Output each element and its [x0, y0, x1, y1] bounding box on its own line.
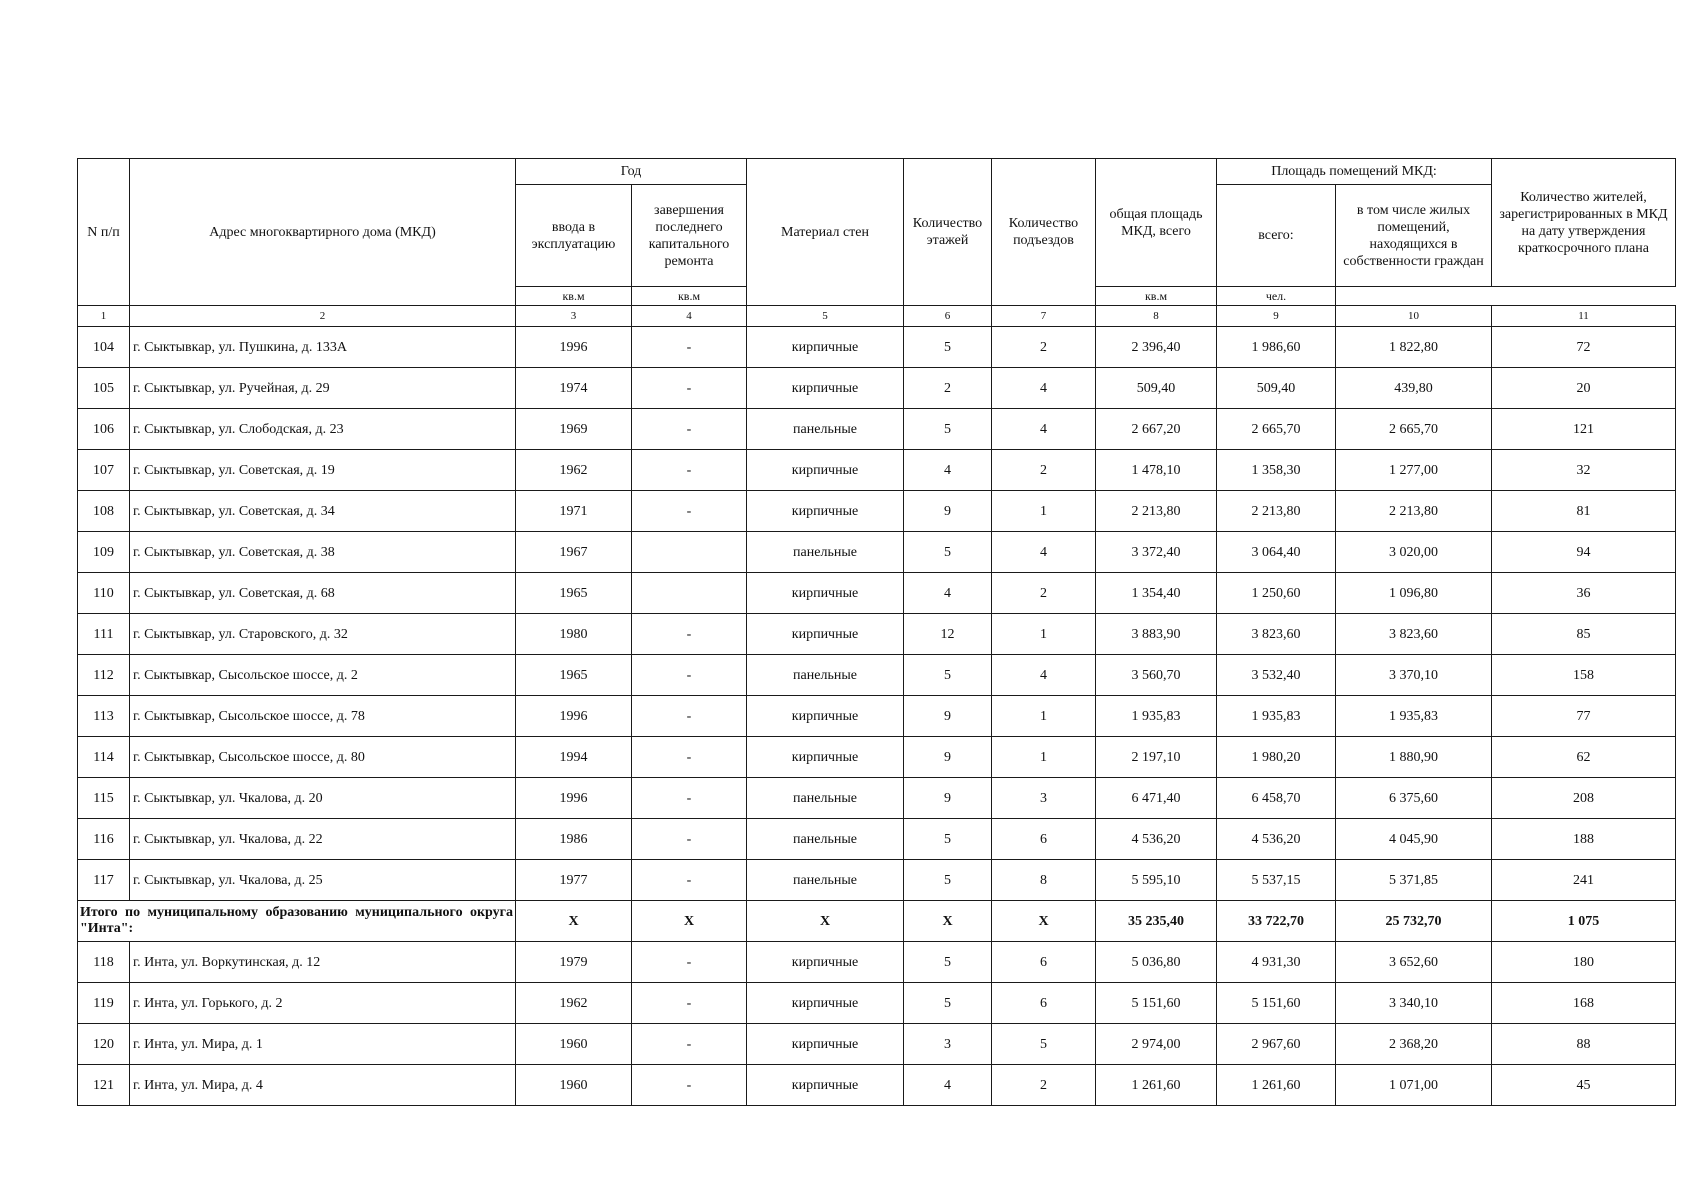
total-area-cell: 3 560,70: [1096, 655, 1217, 696]
year-repair-cell: -: [632, 860, 747, 901]
year-repair-cell: -: [632, 614, 747, 655]
column-number-row: [78, 306, 1676, 327]
area-residential-cell: 439,80: [1336, 368, 1492, 409]
wall-material-cell: кирпичные: [747, 696, 904, 737]
area-residential-cell: 1 096,80: [1336, 573, 1492, 614]
total-label: Итого по муниципальному образованию муниципального округа "Инта":: [78, 901, 516, 942]
year-repair-cell: -: [632, 1065, 747, 1106]
entrances-cell: 2: [992, 1065, 1096, 1106]
area-all-cell: 1 358,30: [1217, 450, 1336, 491]
entrances-cell: 2: [992, 573, 1096, 614]
row-number-cell: 106: [78, 409, 130, 450]
header-floors: Количество этажей: [904, 159, 992, 306]
year-repair-cell: -: [632, 778, 747, 819]
area-residential-cell: 1 071,00: [1336, 1065, 1492, 1106]
residents-cell: 208: [1492, 778, 1676, 819]
header-year-commission: ввода в эксплуатацию: [516, 185, 632, 287]
header-year-repair: завершения последнего капитального ремонта: [632, 185, 747, 287]
unit-area-residential: кв.м: [1096, 287, 1217, 306]
table-row: [78, 1065, 1676, 1106]
header-entrances: Количество подъездов: [992, 159, 1096, 306]
total-area-cell: 1 261,60: [1096, 1065, 1217, 1106]
address-cell: г. Сыктывкар, Сысольское шоссе, д. 80: [130, 737, 516, 778]
row-number-cell: 117: [78, 860, 130, 901]
table-row: [78, 983, 1676, 1024]
year-commission-cell: 1974: [516, 368, 632, 409]
residents-cell: 62: [1492, 737, 1676, 778]
year-commission-cell: 1979: [516, 942, 632, 983]
unit-area-all: кв.м: [632, 287, 747, 306]
area-residential-cell: 3 020,00: [1336, 532, 1492, 573]
floors-cell: 5: [904, 655, 992, 696]
table-row: [78, 409, 1676, 450]
total-cell: X: [992, 901, 1096, 942]
table-row: [78, 327, 1676, 368]
column-number: 4: [632, 306, 747, 327]
residents-cell: 121: [1492, 409, 1676, 450]
column-number: 3: [516, 306, 632, 327]
entrances-cell: 6: [992, 819, 1096, 860]
table-row: [78, 655, 1676, 696]
floors-cell: 5: [904, 409, 992, 450]
address-cell: г. Инта, ул. Мира, д. 1: [130, 1024, 516, 1065]
wall-material-cell: кирпичные: [747, 368, 904, 409]
row-number-cell: 108: [78, 491, 130, 532]
row-number-cell: 104: [78, 327, 130, 368]
year-commission-cell: 1965: [516, 655, 632, 696]
floors-cell: 4: [904, 573, 992, 614]
header-num: N п/п: [78, 159, 130, 306]
wall-material-cell: кирпичные: [747, 1065, 904, 1106]
wall-material-cell: кирпичные: [747, 737, 904, 778]
table-header: [78, 159, 1676, 327]
entrances-cell: 4: [992, 655, 1096, 696]
header-area-group: Площадь помещений МКД:: [1217, 159, 1492, 185]
row-number-cell: 109: [78, 532, 130, 573]
column-number: 2: [130, 306, 516, 327]
address-cell: г. Сыктывкар, Сысольское шоссе, д. 2: [130, 655, 516, 696]
total-area-cell: 2 974,00: [1096, 1024, 1217, 1065]
table-row: [78, 450, 1676, 491]
area-all-cell: 2 967,60: [1217, 1024, 1336, 1065]
area-residential-cell: 3 340,10: [1336, 983, 1492, 1024]
address-cell: г. Сыктывкар, ул. Слободская, д. 23: [130, 409, 516, 450]
wall-material-cell: панельные: [747, 778, 904, 819]
wall-material-cell: панельные: [747, 532, 904, 573]
entrances-cell: 4: [992, 532, 1096, 573]
year-repair-cell: [632, 532, 747, 573]
table-row: [78, 819, 1676, 860]
entrances-cell: 4: [992, 409, 1096, 450]
total-area-cell: 1 935,83: [1096, 696, 1217, 737]
floors-cell: 5: [904, 819, 992, 860]
total-area-cell: 2 197,10: [1096, 737, 1217, 778]
floors-cell: 12: [904, 614, 992, 655]
total-area-cell: 509,40: [1096, 368, 1217, 409]
entrances-cell: 4: [992, 368, 1096, 409]
total-section: [78, 901, 1676, 942]
row-number-cell: 116: [78, 819, 130, 860]
year-commission-cell: 1977: [516, 860, 632, 901]
entrances-cell: 1: [992, 614, 1096, 655]
address-cell: г. Сыктывкар, ул. Пушкина, д. 133А: [130, 327, 516, 368]
area-all-cell: 509,40: [1217, 368, 1336, 409]
address-cell: г. Инта, ул. Горького, д. 2: [130, 983, 516, 1024]
total-area-cell: 2 667,20: [1096, 409, 1217, 450]
residents-cell: 36: [1492, 573, 1676, 614]
floors-cell: 4: [904, 450, 992, 491]
column-number: 9: [1217, 306, 1336, 327]
area-residential-cell: 1 822,80: [1336, 327, 1492, 368]
header-residents: Количество жителей, зарегистрированных в МКД на дату утверждения краткосрочного плана: [1492, 159, 1676, 287]
entrances-cell: 1: [992, 696, 1096, 737]
total-area-cell: 5 036,80: [1096, 942, 1217, 983]
address-cell: г. Сыктывкар, ул. Ручейная, д. 29: [130, 368, 516, 409]
total-area-cell: 2 396,40: [1096, 327, 1217, 368]
total-area-cell: 2 213,80: [1096, 491, 1217, 532]
row-number-cell: 118: [78, 942, 130, 983]
area-all-cell: 1 986,60: [1217, 327, 1336, 368]
table-row: [78, 942, 1676, 983]
column-number: 6: [904, 306, 992, 327]
residents-cell: 81: [1492, 491, 1676, 532]
total-cell: 35 235,40: [1096, 901, 1217, 942]
year-repair-cell: -: [632, 696, 747, 737]
residents-cell: 85: [1492, 614, 1676, 655]
area-all-cell: 6 458,70: [1217, 778, 1336, 819]
wall-material-cell: кирпичные: [747, 614, 904, 655]
address-cell: г. Сыктывкар, ул. Старовского, д. 32: [130, 614, 516, 655]
rows-inta: [78, 942, 1676, 1106]
column-number: 5: [747, 306, 904, 327]
entrances-cell: 6: [992, 942, 1096, 983]
total-cell: X: [747, 901, 904, 942]
year-repair-cell: -: [632, 368, 747, 409]
area-residential-cell: 1 277,00: [1336, 450, 1492, 491]
year-repair-cell: -: [632, 819, 747, 860]
year-repair-cell: -: [632, 737, 747, 778]
floors-cell: 5: [904, 942, 992, 983]
floors-cell: 9: [904, 737, 992, 778]
entrances-cell: 3: [992, 778, 1096, 819]
year-commission-cell: 1994: [516, 737, 632, 778]
address-cell: г. Сыктывкар, ул. Чкалова, д. 20: [130, 778, 516, 819]
area-all-cell: 1 935,83: [1217, 696, 1336, 737]
table-row: [78, 1024, 1676, 1065]
residents-cell: 88: [1492, 1024, 1676, 1065]
area-residential-cell: 3 823,60: [1336, 614, 1492, 655]
address-cell: г. Сыктывкар, ул. Чкалова, д. 25: [130, 860, 516, 901]
residents-cell: 94: [1492, 532, 1676, 573]
residents-cell: 20: [1492, 368, 1676, 409]
wall-material-cell: панельные: [747, 819, 904, 860]
residents-cell: 180: [1492, 942, 1676, 983]
year-commission-cell: 1986: [516, 819, 632, 860]
entrances-cell: 2: [992, 450, 1096, 491]
total-area-cell: 1 478,10: [1096, 450, 1217, 491]
address-cell: г. Сыктывкар, ул. Чкалова, д. 22: [130, 819, 516, 860]
row-number-cell: 113: [78, 696, 130, 737]
unit-total-area: кв.м: [516, 287, 632, 306]
wall-material-cell: кирпичные: [747, 450, 904, 491]
total-row: [78, 901, 1676, 942]
column-number: 10: [1336, 306, 1492, 327]
table-row: [78, 778, 1676, 819]
wall-material-cell: кирпичные: [747, 1024, 904, 1065]
table-row: [78, 491, 1676, 532]
residents-cell: 32: [1492, 450, 1676, 491]
unit-residents: чел.: [1217, 287, 1336, 306]
column-number: 7: [992, 306, 1096, 327]
area-residential-cell: 4 045,90: [1336, 819, 1492, 860]
address-cell: г. Инта, ул. Мира, д. 4: [130, 1065, 516, 1106]
column-number: 8: [1096, 306, 1217, 327]
entrances-cell: 5: [992, 1024, 1096, 1065]
year-repair-cell: -: [632, 655, 747, 696]
area-residential-cell: 1 880,90: [1336, 737, 1492, 778]
total-cell: 33 722,70: [1217, 901, 1336, 942]
address-cell: г. Сыктывкар, ул. Советская, д. 19: [130, 450, 516, 491]
total-area-cell: 1 354,40: [1096, 573, 1217, 614]
year-commission-cell: 1980: [516, 614, 632, 655]
floors-cell: 5: [904, 983, 992, 1024]
residents-cell: 168: [1492, 983, 1676, 1024]
residents-cell: 77: [1492, 696, 1676, 737]
row-number-cell: 115: [78, 778, 130, 819]
year-commission-cell: 1971: [516, 491, 632, 532]
row-number-cell: 114: [78, 737, 130, 778]
year-repair-cell: -: [632, 942, 747, 983]
floors-cell: 5: [904, 327, 992, 368]
area-all-cell: 3 064,40: [1217, 532, 1336, 573]
total-area-cell: 5 151,60: [1096, 983, 1217, 1024]
floors-cell: 5: [904, 860, 992, 901]
year-commission-cell: 1962: [516, 450, 632, 491]
year-commission-cell: 1969: [516, 409, 632, 450]
wall-material-cell: панельные: [747, 409, 904, 450]
wall-material-cell: кирпичные: [747, 983, 904, 1024]
year-commission-cell: 1967: [516, 532, 632, 573]
year-commission-cell: 1996: [516, 696, 632, 737]
rows-syktyvkar: [78, 327, 1676, 901]
area-residential-cell: 5 371,85: [1336, 860, 1492, 901]
entrances-cell: 6: [992, 983, 1096, 1024]
total-area-cell: 4 536,20: [1096, 819, 1217, 860]
area-residential-cell: 2 665,70: [1336, 409, 1492, 450]
area-all-cell: 5 151,60: [1217, 983, 1336, 1024]
column-number: 1: [78, 306, 130, 327]
address-cell: г. Инта, ул. Воркутинская, д. 12: [130, 942, 516, 983]
total-cell: X: [632, 901, 747, 942]
row-number-cell: 105: [78, 368, 130, 409]
wall-material-cell: кирпичные: [747, 327, 904, 368]
total-area-cell: 5 595,10: [1096, 860, 1217, 901]
table-row: [78, 696, 1676, 737]
area-all-cell: 3 823,60: [1217, 614, 1336, 655]
floors-cell: 4: [904, 1065, 992, 1106]
year-commission-cell: 1996: [516, 778, 632, 819]
total-cell: X: [904, 901, 992, 942]
row-number-cell: 112: [78, 655, 130, 696]
header-area-all: всего:: [1217, 185, 1336, 287]
address-cell: г. Сыктывкар, ул. Советская, д. 38: [130, 532, 516, 573]
area-residential-cell: 3 370,10: [1336, 655, 1492, 696]
floors-cell: 5: [904, 532, 992, 573]
header-area-residential: в том числе жилых помещений, находящихся в собственности граждан: [1336, 185, 1492, 287]
table-row: [78, 737, 1676, 778]
residents-cell: 241: [1492, 860, 1676, 901]
address-cell: г. Сыктывкар, Сысольское шоссе, д. 78: [130, 696, 516, 737]
wall-material-cell: панельные: [747, 860, 904, 901]
total-cell: 1 075: [1492, 901, 1676, 942]
entrances-cell: 1: [992, 737, 1096, 778]
entrances-cell: 2: [992, 327, 1096, 368]
wall-material-cell: панельные: [747, 655, 904, 696]
year-repair-cell: -: [632, 983, 747, 1024]
area-all-cell: 4 536,20: [1217, 819, 1336, 860]
wall-material-cell: кирпичные: [747, 573, 904, 614]
header-total-area: общая площадь МКД, всего: [1096, 159, 1217, 287]
year-repair-cell: -: [632, 409, 747, 450]
year-repair-cell: -: [632, 327, 747, 368]
total-cell: 25 732,70: [1336, 901, 1492, 942]
header-year-group: Год: [516, 159, 747, 185]
table-row: [78, 532, 1676, 573]
year-repair-cell: -: [632, 1024, 747, 1065]
area-residential-cell: 2 213,80: [1336, 491, 1492, 532]
address-cell: г. Сыктывкар, ул. Советская, д. 68: [130, 573, 516, 614]
floors-cell: 3: [904, 1024, 992, 1065]
floors-cell: 9: [904, 778, 992, 819]
address-cell: г. Сыктывкар, ул. Советская, д. 34: [130, 491, 516, 532]
area-all-cell: 1 980,20: [1217, 737, 1336, 778]
entrances-cell: 1: [992, 491, 1096, 532]
year-commission-cell: 1965: [516, 573, 632, 614]
wall-material-cell: кирпичные: [747, 942, 904, 983]
row-number-cell: 111: [78, 614, 130, 655]
year-repair-cell: -: [632, 450, 747, 491]
year-repair-cell: [632, 573, 747, 614]
floors-cell: 9: [904, 696, 992, 737]
year-commission-cell: 1960: [516, 1065, 632, 1106]
table-row: [78, 860, 1676, 901]
row-number-cell: 110: [78, 573, 130, 614]
row-number-cell: 121: [78, 1065, 130, 1106]
area-all-cell: 2 213,80: [1217, 491, 1336, 532]
header-wall-material: Материал стен: [747, 159, 904, 306]
year-repair-cell: -: [632, 491, 747, 532]
row-number-cell: 119: [78, 983, 130, 1024]
year-commission-cell: 1960: [516, 1024, 632, 1065]
area-all-cell: 4 931,30: [1217, 942, 1336, 983]
year-commission-cell: 1962: [516, 983, 632, 1024]
total-cell: X: [516, 901, 632, 942]
year-commission-cell: 1996: [516, 327, 632, 368]
area-all-cell: 1 250,60: [1217, 573, 1336, 614]
floors-cell: 2: [904, 368, 992, 409]
table-row: [78, 614, 1676, 655]
area-all-cell: 1 261,60: [1217, 1065, 1336, 1106]
header-address: Адрес многоквартирного дома (МКД): [130, 159, 516, 306]
area-all-cell: 3 532,40: [1217, 655, 1336, 696]
residents-cell: 45: [1492, 1065, 1676, 1106]
row-number-cell: 120: [78, 1024, 130, 1065]
residents-cell: 188: [1492, 819, 1676, 860]
wall-material-cell: кирпичные: [747, 491, 904, 532]
housing-register-table: [77, 158, 1676, 1106]
area-residential-cell: 1 935,83: [1336, 696, 1492, 737]
area-residential-cell: 2 368,20: [1336, 1024, 1492, 1065]
total-area-cell: 6 471,40: [1096, 778, 1217, 819]
total-area-cell: 3 372,40: [1096, 532, 1217, 573]
entrances-cell: 8: [992, 860, 1096, 901]
column-number: 11: [1492, 306, 1676, 327]
area-residential-cell: 3 652,60: [1336, 942, 1492, 983]
residents-cell: 72: [1492, 327, 1676, 368]
total-area-cell: 3 883,90: [1096, 614, 1217, 655]
floors-cell: 9: [904, 491, 992, 532]
table-row: [78, 368, 1676, 409]
residents-cell: 158: [1492, 655, 1676, 696]
area-residential-cell: 6 375,60: [1336, 778, 1492, 819]
area-all-cell: 2 665,70: [1217, 409, 1336, 450]
table-row: [78, 573, 1676, 614]
area-all-cell: 5 537,15: [1217, 860, 1336, 901]
row-number-cell: 107: [78, 450, 130, 491]
